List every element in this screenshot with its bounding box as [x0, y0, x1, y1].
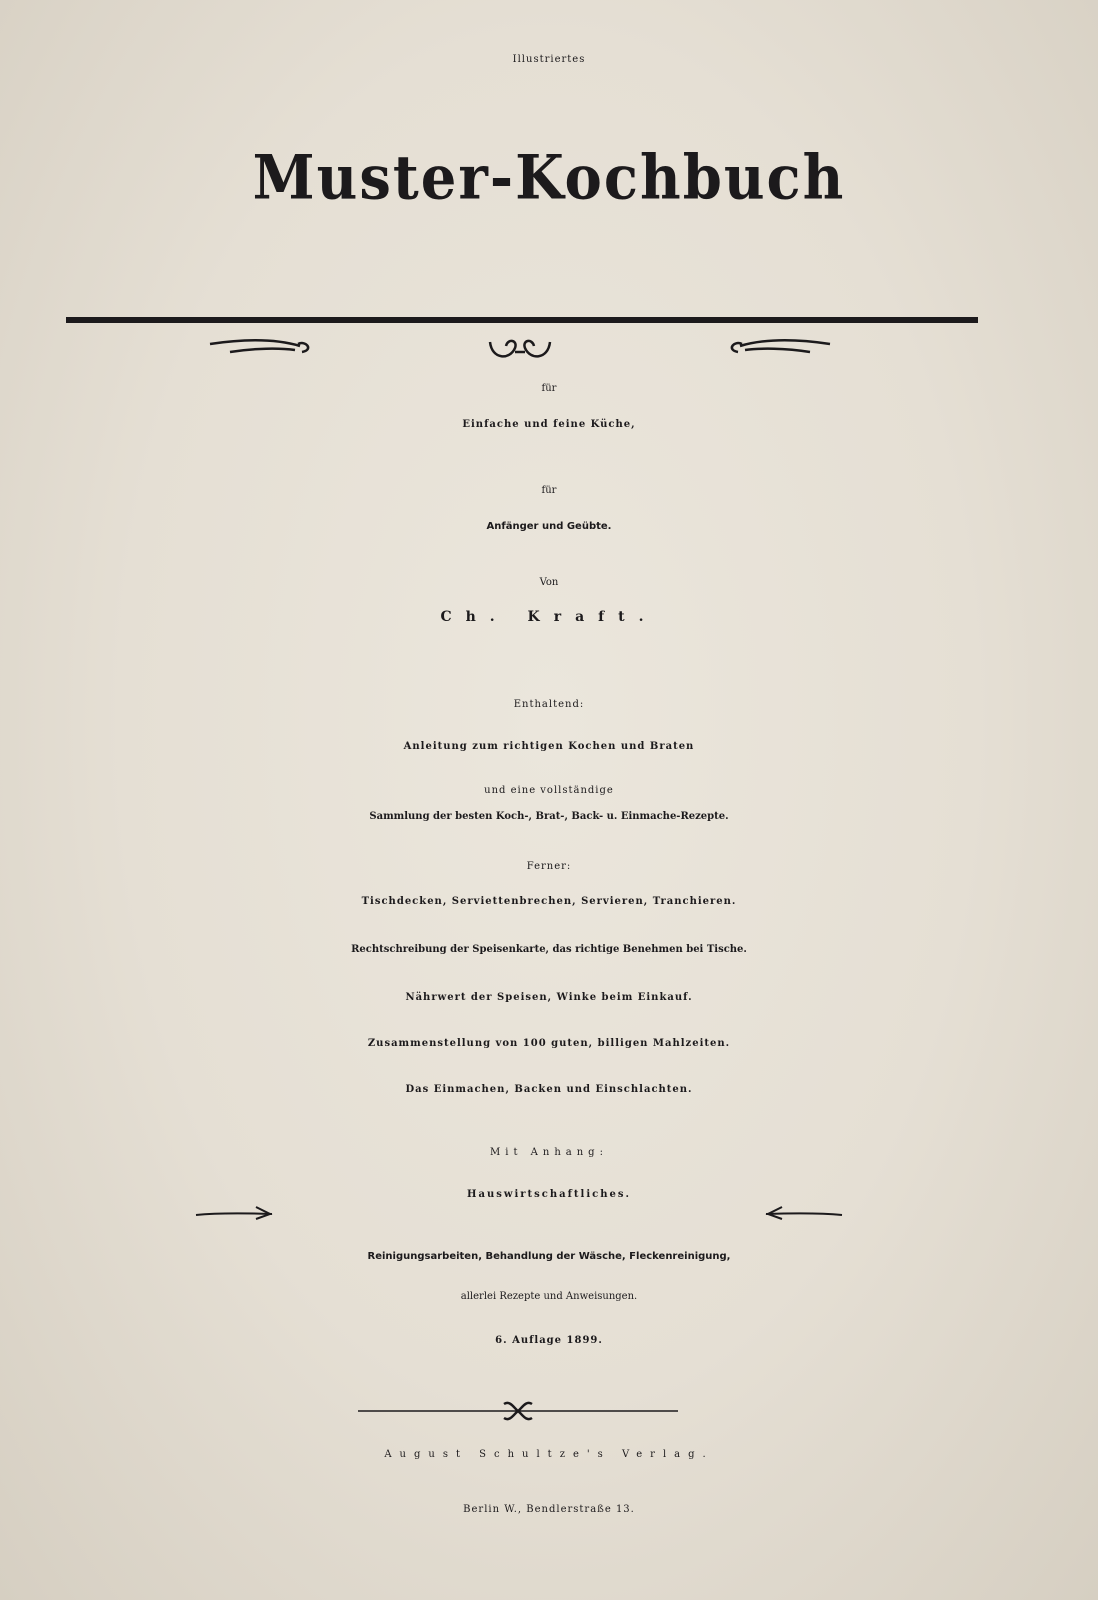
contents-line: Sammlung der besten Koch-, Brat-, Back- u. Einmache-Rezepte. [369, 811, 729, 822]
fuer-label-2: für [541, 485, 557, 496]
further-contents-line: Das Einmachen, Backen und Einschlachten. [405, 1084, 693, 1095]
publisher: August Schultze's Verlag. [384, 1449, 714, 1460]
appendix-title: Hauswirtschaftliches. [467, 1189, 631, 1200]
further-contents-line: Tischdecken, Serviettenbrechen, Servieren, Tranchieren. [361, 896, 737, 907]
appendix-more: allerlei Rezepte und Anweisungen. [460, 1291, 638, 1302]
further-contents-line: Nährwert der Speisen, Winke beim Einkauf. [405, 992, 693, 1003]
divider-ornament [358, 1396, 678, 1426]
fuer-label-1: für [541, 383, 557, 394]
contents-line: Anleitung zum richtigen Kochen und Braten [403, 741, 695, 752]
von-label: Von [539, 577, 559, 588]
subtitle-1: Einfache und feine Küche, [462, 419, 636, 430]
pretitle: Illustriertes [512, 54, 586, 65]
ferner-label: Ferner: [526, 861, 572, 872]
edition: 6. Auflage 1899. [495, 1335, 603, 1346]
mit-anhang-label: Mit Anhang: [490, 1147, 608, 1158]
arrow-left-icon [196, 1203, 272, 1223]
title-underline-rule [66, 317, 978, 323]
appendix-items: Reinigungsarbeiten, Behandlung der Wäsche, Fleckenreinigung, [367, 1251, 731, 1262]
book-title: Muster-Kochbuch [252, 142, 846, 214]
publisher-address: Berlin W., Bendlerstraße 13. [463, 1504, 635, 1515]
contents-line: und eine vollständige [484, 785, 614, 796]
subtitle-2: Anfänger und Geübte. [486, 521, 612, 532]
flourish-ornament [210, 330, 830, 370]
enthaltend-label: Enthaltend: [513, 699, 585, 710]
arrow-right-icon [766, 1203, 842, 1223]
further-contents-line: Zusammenstellung von 100 guten, billigen Mahlzeiten. [367, 1038, 731, 1049]
author-name: Ch. Kraft. [440, 609, 658, 625]
further-contents-line: Rechtschreibung der Speisenkarte, das richtige Benehmen bei Tische. [351, 944, 747, 955]
